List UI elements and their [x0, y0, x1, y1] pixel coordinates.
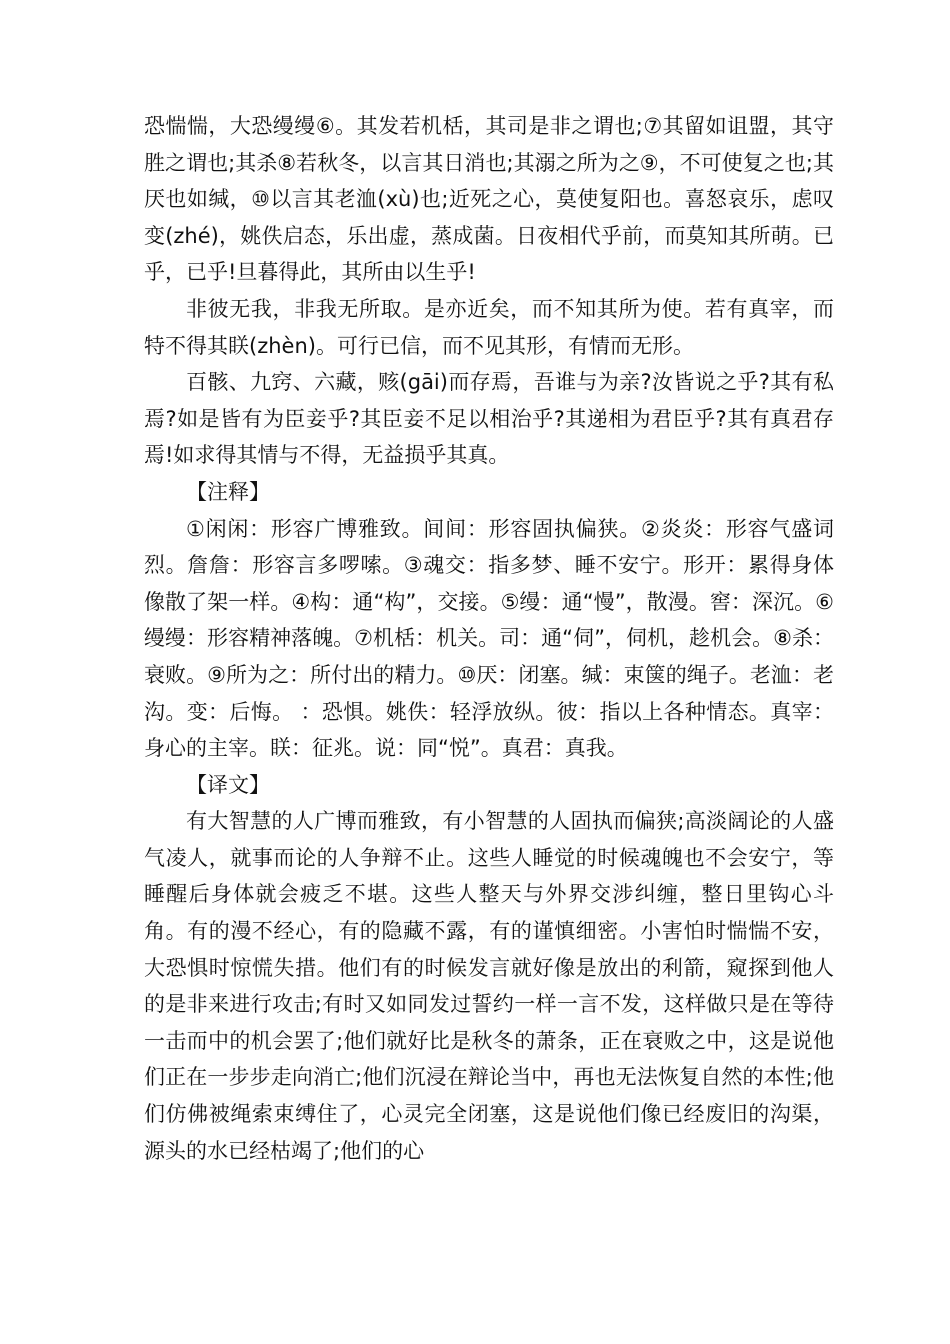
translation-text: 有大智慧的人广博而雅致，有小智慧的人固执而偏狭;高淡阔论的人盛气凌人，就事而论的人争辩不止。这些人睡觉的时候魂魄也不会安宁，等睡醒后身体就会疲乏不堪。这些人整天与外界交涉纠缠，整日里钩心斗角。有的漫不经心，有的隐藏不露，有的谨慎细密。小害怕时惴惴不安，大恐惧时惊慌失措。他们有的时候发言就好像是放出的利箭，窥探到他人的是非来进行攻击;有时又如同发过誓约一样一言不发，这样做只是在等待一击而中的机会罢了;他们就好比是秋冬的萧条，正在衰败之中，这是说他们正在一步步走向消亡;他们沉浸在辩论当中，再也无法恢复自然的本性;他们仿佛被绳索束缚住了，心灵完全闭塞，这是说他们像已经废旧的沟渠，源头的水已经枯竭了;他们的心	[144, 809, 834, 1163]
notes-heading: 【注释】	[186, 479, 270, 504]
notes-text: ①闲闲：形容广博雅致。间间：形容固执偏狭。②炎炎：形容气盛词烈。詹詹：形容言多啰嗦。③魂交：指多梦、睡不安宁。形开：累得身体像散了架一样。④构：通“构”，交接。⑤缦：通“慢”，散漫。窖：深沉。⑥缦缦：形容精神落魄。⑦机栝：机关。司：通“伺”，伺机，趁机会。⑧杀：衰败。⑨所为之：所付出的精力。⑩厌：闭塞。缄：束箧的绳子。老洫：老沟。变：后悔。 ：恐惧。姚佚：轻浮放纵。彼：指以上各种情态。真宰：身心的主宰。眹：征兆。说：同“悦”。真君：真我。	[144, 516, 834, 761]
translation-heading: 【译文】	[186, 772, 270, 797]
document-body	[144, 108, 834, 1169]
paragraph-continued: 恐惴惴，大恐缦缦⑥。其发若机栝，其司是非之谓也;⑦其留如诅盟，其守胜之谓也;其杀⑧若秋冬，以言其日消也;其溺之所为之⑨，不可使复之也;其厌也如缄，⑩以言其老洫(xù)也;近死之心，莫使复阳也。喜怒哀乐，虑叹变(zhé)，姚佚启态，乐出虚，蒸成菌。日夜相代乎前，而莫知其所萌。已乎，已乎!旦暮得此，其所由以生乎!	[144, 114, 834, 285]
paragraph-zhenzai: 非彼无我，非我无所取。是亦近矣，而不知其所为使。若有真宰，而特不得其眹(zhèn)。可行已信，而不见其形，有情而无形。	[144, 296, 834, 358]
paragraph-baihai: 百骸、九窍、六藏，赅(gāi)而存焉，吾谁与为亲?汝皆说之乎?其有私焉?如是皆有为臣妾乎?其臣妾不足以相治乎?其递相为君臣乎?其有真君存焉!如求得其情与不得，无益损乎其真。	[144, 370, 834, 468]
